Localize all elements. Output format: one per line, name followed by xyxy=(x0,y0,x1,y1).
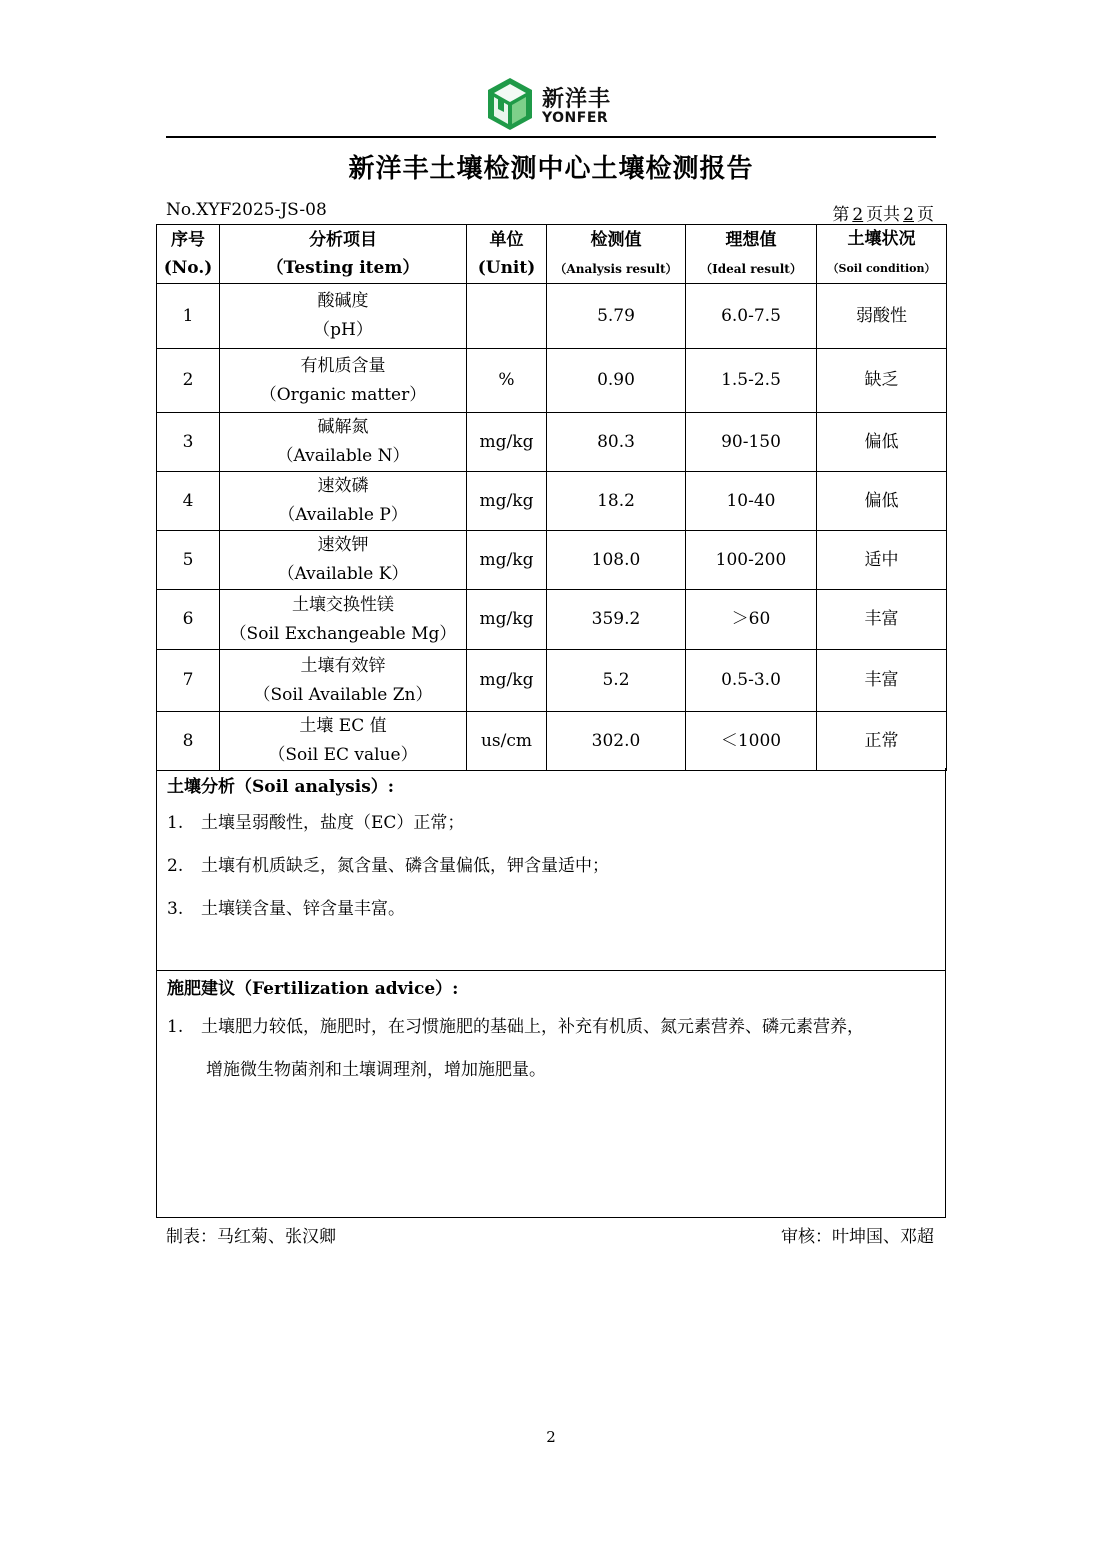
cell-value: 5.79 xyxy=(547,284,686,349)
cell-status: 缺乏 xyxy=(817,349,947,413)
cell-no: 4 xyxy=(157,472,220,531)
table-row xyxy=(157,349,947,413)
cell-item: 土壤 EC 值 （Soil EC value） xyxy=(220,712,467,771)
reviewed-by: 审核：叶坤国、邓超 xyxy=(781,1227,934,1247)
table-header-row xyxy=(157,225,947,284)
company-logo xyxy=(484,76,644,134)
cell-ideal: ＞60 xyxy=(686,590,817,650)
table-row xyxy=(157,284,947,349)
fertilization-item-line1: 1. 土壤肥力较低，施肥时，在习惯施肥的基础上，补充有机质、氮元素营养、磷元素营养， xyxy=(167,1017,864,1037)
cell-unit: mg/kg xyxy=(467,590,547,650)
page-info-middle: 页共 xyxy=(866,205,901,225)
cell-unit: mg/kg xyxy=(467,472,547,531)
page-info-prefix: 第 xyxy=(832,205,850,225)
cell-unit: mg/kg xyxy=(467,650,547,712)
cell-ideal: 0.5-3.0 xyxy=(686,650,817,712)
soil-analysis-item: 2. 土壤有机质缺乏，氮含量、磷含量偏低，钾含量适中； xyxy=(167,856,609,876)
cell-no: 2 xyxy=(157,349,220,413)
fertilization-advice-section xyxy=(156,970,946,1218)
cell-ideal: 100-200 xyxy=(686,531,817,590)
cell-no: 6 xyxy=(157,590,220,650)
soil-analysis-heading: 土壤分析（Soil analysis）: xyxy=(167,777,395,797)
cell-value: 80.3 xyxy=(547,413,686,472)
page-info-current: 2 xyxy=(852,205,864,225)
cell-status: 正常 xyxy=(817,712,947,771)
header-analysis-result: 检测值 （Analysis result） xyxy=(547,225,686,284)
header-divider xyxy=(166,136,936,138)
cell-status: 偏低 xyxy=(817,413,947,472)
cell-unit: mg/kg xyxy=(467,531,547,590)
cell-no: 3 xyxy=(157,413,220,472)
soil-analysis-item: 3. 土壤镁含量、锌含量丰富。 xyxy=(167,899,405,919)
cell-value: 302.0 xyxy=(547,712,686,771)
table-row xyxy=(157,413,947,472)
cell-status: 适中 xyxy=(817,531,947,590)
report-title: 新洋丰土壤检测中心土壤检测报告 xyxy=(348,154,754,184)
cell-status: 偏低 xyxy=(817,472,947,531)
cell-value: 359.2 xyxy=(547,590,686,650)
cell-item: 有机质含量 （Organic matter） xyxy=(220,349,467,413)
cell-value: 18.2 xyxy=(547,472,686,531)
cell-ideal: ＜1000 xyxy=(686,712,817,771)
results-table xyxy=(156,224,947,771)
cell-status: 丰富 xyxy=(817,590,947,650)
header-no: 序号 (No.) xyxy=(157,225,220,284)
yonfer-cube-logo-icon xyxy=(484,76,536,132)
cell-item: 土壤交换性镁 （Soil Exchangeable Mg） xyxy=(220,590,467,650)
fertilization-item-line2: 增施微生物菌剂和土壤调理剂，增加施肥量。 xyxy=(206,1060,546,1080)
cell-item: 速效磷 （Available P） xyxy=(220,472,467,531)
cell-no: 5 xyxy=(157,531,220,590)
header-soil-condition: 土壤状况 （Soil condition） xyxy=(817,225,947,284)
cell-unit: mg/kg xyxy=(467,413,547,472)
cell-no: 1 xyxy=(157,284,220,349)
cell-item: 碱解氮 （Available N） xyxy=(220,413,467,472)
prepared-by: 制表：马红菊、张汉卿 xyxy=(166,1227,336,1247)
cell-item: 土壤有效锌 （Soil Available Zn） xyxy=(220,650,467,712)
cell-item: 速效钾 （Available K） xyxy=(220,531,467,590)
table-row xyxy=(157,472,947,531)
cell-value: 5.2 xyxy=(547,650,686,712)
cell-status: 丰富 xyxy=(817,650,947,712)
logo-english-text: YONFER xyxy=(542,110,609,126)
table-row xyxy=(157,531,947,590)
page-info xyxy=(832,200,934,225)
page-info-total: 2 xyxy=(903,205,914,225)
header-ideal-result: 理想值 （Ideal result） xyxy=(686,225,817,284)
page-number: 2 xyxy=(546,1428,556,1446)
cell-ideal: 90-150 xyxy=(686,413,817,472)
cell-unit xyxy=(467,284,547,349)
header-unit: 单位 (Unit) xyxy=(467,225,547,284)
cell-ideal: 10-40 xyxy=(686,472,817,531)
logo-chinese-text: 新洋丰 xyxy=(542,87,612,112)
soil-analysis-item: 1. 土壤呈弱酸性，盐度（EC）正常； xyxy=(167,813,465,833)
cell-unit: % xyxy=(467,349,547,413)
table-row xyxy=(157,712,947,771)
cell-unit: us/cm xyxy=(467,712,547,771)
soil-analysis-section xyxy=(156,768,946,971)
cell-value: 108.0 xyxy=(547,531,686,590)
cell-no: 8 xyxy=(157,712,220,771)
cell-ideal: 1.5-2.5 xyxy=(686,349,817,413)
page-info-suffix: 页 xyxy=(917,205,934,225)
fertilization-heading: 施肥建议（Fertilization advice）: xyxy=(167,979,459,999)
report-number: No.XYF2025-JS-08 xyxy=(166,200,327,220)
cell-status: 弱酸性 xyxy=(817,284,947,349)
cell-item: 酸碱度 （pH） xyxy=(220,284,467,349)
table-row xyxy=(157,650,947,712)
header-testing-item: 分析项目 （Testing item） xyxy=(220,225,467,284)
cell-ideal: 6.0-7.5 xyxy=(686,284,817,349)
cell-value: 0.90 xyxy=(547,349,686,413)
table-row xyxy=(157,590,947,650)
cell-no: 7 xyxy=(157,650,220,712)
